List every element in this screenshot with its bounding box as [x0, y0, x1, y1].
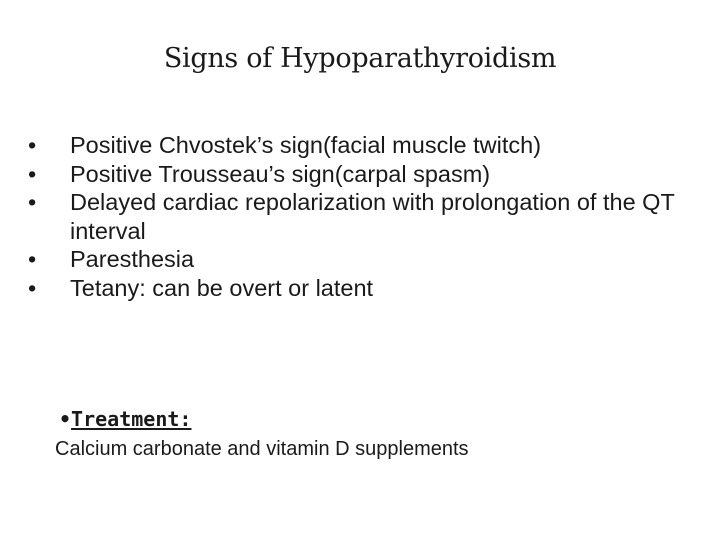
- bullet-icon: •: [28, 274, 37, 301]
- treatment-section: [55, 405, 675, 463]
- list-item: [28, 188, 708, 245]
- bullet-text: Tetany: can be overt or latent: [70, 274, 374, 301]
- list-item: [28, 160, 708, 189]
- treatment-heading-label: Treatment:: [71, 407, 192, 431]
- treatment-bullet-icon: •: [59, 407, 72, 431]
- list-item: [28, 131, 708, 160]
- bullet-text: Paresthesia: [70, 246, 195, 272]
- treatment-heading: [55, 405, 675, 433]
- bullet-text: Positive Chvostek’s sign(facial muscle twitch): [70, 132, 542, 158]
- slide-title: Signs of Hypoparathyroidism: [163, 43, 557, 74]
- list-item: [28, 245, 708, 274]
- bullet-text: Delayed cardiac repolarization with prolongation of the QT interval: [70, 189, 675, 244]
- bullet-text: Positive Trousseau’s sign(carpal spasm): [70, 160, 491, 187]
- list-item: [28, 274, 708, 303]
- bullet-icon: •: [28, 160, 37, 187]
- bullet-icon: •: [28, 132, 37, 158]
- bullet-icon: •: [28, 246, 37, 272]
- treatment-body: Calcium carbonate and vitamin D supplements: [55, 438, 469, 460]
- bullet-icon: •: [28, 189, 37, 215]
- signs-bullet-list: [28, 131, 708, 302]
